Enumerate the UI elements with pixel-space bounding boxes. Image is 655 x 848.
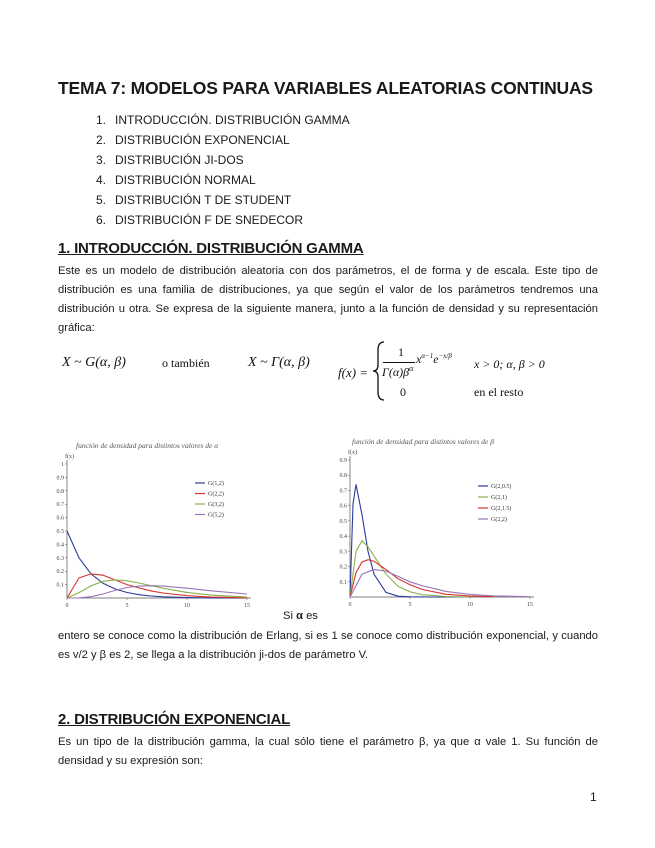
y-tick-label: 0.4: [339, 534, 347, 541]
legend-label: G(2,1.5): [491, 506, 512, 512]
toc-item-number: 5.: [96, 193, 107, 207]
gamma-notation: X ~ G(α, β): [62, 355, 126, 370]
density-lhs: f(x) =: [338, 365, 369, 380]
toc-item-number: 1.: [96, 113, 107, 127]
y-axis-label: f(x): [65, 454, 74, 460]
toc-item-label: INTRODUCCIÓN. DISTRIBUCIÓN GAMMA: [115, 113, 350, 127]
x-base: x: [416, 352, 422, 366]
legend-label: G(2,0.5): [491, 484, 512, 490]
fraction-denominator: [382, 364, 413, 380]
legend-label: G(2,2): [208, 491, 224, 498]
y-tick-label: 0.6: [339, 503, 347, 510]
chart-1-title: función de densidad para distintos valores de α: [76, 441, 219, 450]
page-number: 1: [590, 790, 597, 804]
condition-rest: en el resto: [474, 385, 524, 399]
toc-item: [96, 130, 350, 150]
y-tick-label: 0.9: [339, 458, 347, 464]
y-tick-label: 0.8: [56, 488, 64, 495]
legend-label: G(5,2): [208, 512, 224, 519]
legend-label: G(1,2): [208, 481, 224, 487]
denominator-exponent: α: [409, 364, 414, 373]
toc-item-number: 2.: [96, 133, 107, 147]
toc-item: [96, 210, 350, 230]
x-tick-label: 15: [244, 603, 250, 609]
e-exponent: −x/β: [438, 352, 452, 360]
y-tick-label: 0.1: [56, 582, 64, 589]
y-tick-label: 0.8: [339, 473, 347, 480]
y-tick-label: 0.7: [56, 502, 64, 509]
e-base: e: [433, 352, 439, 366]
es-text: es: [306, 610, 318, 622]
series-line-1: [67, 531, 247, 598]
x-tick-label: 5: [125, 603, 129, 609]
gamma-notation-alt: X ~ Γ(α, β): [248, 355, 310, 370]
density-expression: [416, 352, 452, 367]
fraction-bar: [383, 362, 415, 363]
y-tick-label: 0.5: [56, 529, 64, 535]
y-tick-label: 0.7: [339, 488, 347, 495]
fraction-numerator: 1: [398, 345, 404, 359]
y-tick-label: 0.2: [56, 569, 64, 576]
y-tick-label: 0.2: [339, 564, 347, 571]
condition-positive: x > 0; α, β > 0: [474, 357, 545, 371]
zero-value: 0: [400, 385, 406, 399]
y-axis-label: f(x): [348, 450, 357, 456]
y-tick-label: 0.4: [56, 542, 64, 549]
o-tambien-text: o también: [162, 356, 210, 370]
toc-item: [96, 150, 350, 170]
section-1-paragraph: Este es un modelo de distribución aleatoria con dos parámetros, el de forma y de escala. Este tipo de distribución es una familia de distribuciones, ya que según el valor de los parámetros tendremos una distribución u otra. Se expresa de la siguiente manera, junto a la función de densidad y su representación gráfica:: [58, 265, 598, 334]
x-tick-label: 15: [527, 602, 533, 608]
x-tick-label: 10: [467, 602, 473, 608]
y-tick-label: 0.3: [56, 555, 64, 562]
section-2-heading: 2. DISTRIBUCIÓN EXPONENCIAL: [58, 711, 291, 728]
chart-1: [55, 452, 265, 612]
section-1-heading: 1. INTRODUCCIÓN. DISTRIBUCIÓN GAMMA: [58, 240, 364, 257]
toc-item: [96, 110, 350, 130]
toc-item-label: DISTRIBUCIÓN NORMAL: [115, 173, 256, 187]
denominator-text: Γ(α)β: [382, 365, 410, 379]
section-1-paragraph-2: entero se conoce como la distribución de Erlang, si es 1 se conoce como distribución exponencial, y cuando es v/2 y β es 2, se llega a la distribución ji-dos de parámetro V.: [58, 630, 598, 661]
x-tick-label: 0: [65, 603, 69, 609]
legend-label: G(2,2): [491, 517, 507, 523]
toc-item-number: 4.: [96, 173, 107, 187]
chart-2-title: función de densidad para distintos valores de β: [352, 437, 494, 446]
toc-item-number: 6.: [96, 213, 107, 227]
x-exponent: α−1: [421, 352, 434, 360]
y-tick-label: 0.5: [339, 518, 347, 525]
y-tick-label: 0.1: [339, 579, 347, 586]
y-tick-label: 1: [61, 462, 64, 468]
legend-label: G(3,2): [208, 502, 224, 508]
page-title: TEMA 7: MODELOS PARA VARIABLES ALEATORIAS CONTINUAS: [58, 78, 593, 98]
y-tick-label: 0.9: [56, 475, 64, 482]
toc-item: [96, 190, 350, 210]
toc-item-label: DISTRIBUCIÓN EXPONENCIAL: [115, 133, 290, 147]
toc-item-label: DISTRIBUCIÓN T DE STUDENT: [115, 193, 292, 207]
alpha-symbol: α: [296, 610, 303, 622]
section-2-paragraph: Es un tipo de la distribución gamma, la cual sólo tiene el parámetro β, ya que α vale 1. Su función de densidad y su expresión son:: [58, 736, 598, 767]
si-text: Si: [283, 610, 293, 622]
x-tick-label: 0: [348, 602, 352, 608]
toc-item: [96, 170, 350, 190]
y-tick-label: 0.3: [339, 549, 347, 556]
toc-item-number: 3.: [96, 153, 107, 167]
x-tick-label: 5: [408, 602, 412, 608]
series-line-3: [67, 580, 247, 598]
y-tick-label: 0.6: [56, 515, 64, 522]
table-of-contents: [96, 110, 350, 230]
legend-label: G(2,1): [491, 495, 507, 501]
si-alfa-es: [283, 610, 318, 622]
series-line-1: [350, 484, 470, 597]
chart-2: [338, 448, 550, 612]
toc-item-label: DISTRIBUCIÓN JI-DOS: [115, 153, 244, 167]
toc-item-label: DISTRIBUCIÓN F DE SNEDECOR: [115, 213, 304, 227]
x-tick-label: 10: [184, 603, 190, 609]
